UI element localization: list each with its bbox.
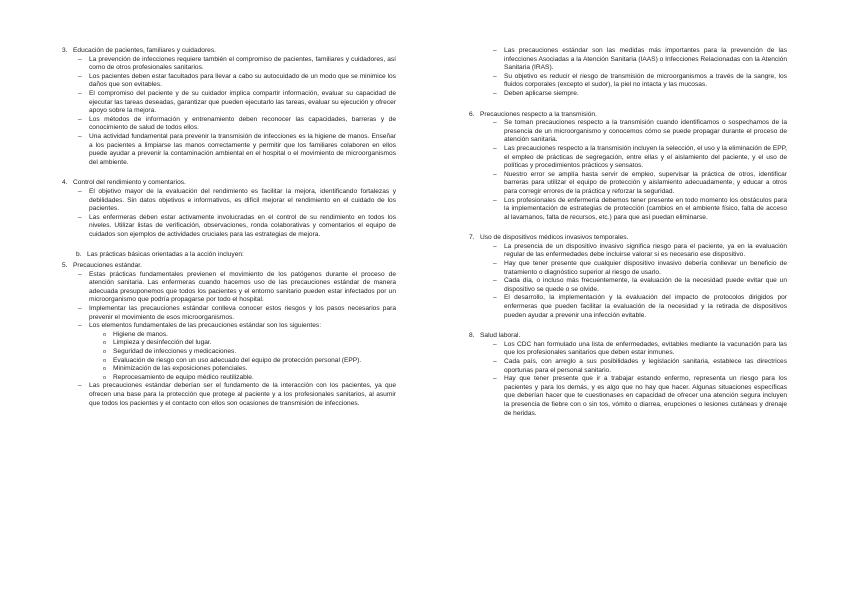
section-5 — [62, 262, 396, 408]
right-column — [469, 47, 787, 426]
list-item: – El objetivo mayor de la evaluación del rendimiento es facilitar la mejora, identificando fortalezas y debilidades. Sin datos objetivos e informativos, es difícil mejorar el rendimiento en el cuidado de los pacientes. — [78, 188, 396, 214]
section-number: 7. — [469, 234, 475, 242]
list-item: – Una actividad fundamental para prevenir la transmisión de infecciones es la higiene de manos. Enseñar a los pacientes a limpiarse las manos correctamente y permitir que los familiares colaboren en ellos puede ayudar a prevenir la contaminación ambiental en el hospital o el movimiento de microorganismos del ambiente. — [78, 133, 396, 167]
list-item: – Estas prácticas fundamentales previenen el movimiento de los patógenos durante el proceso de atención sanitaria. Las enfermeras cuando hacemos uso de las precauciones estándar de manera adecuada presuponemos que todos los pacientes y el entorno sanitario pueden estar infectados por un microorganismo que podría propagarse por todo el hospital. — [78, 271, 396, 305]
section-number: 4. — [62, 179, 68, 187]
section-heading: Las prácticas básicas orientadas a la acción incluyen: — [87, 251, 244, 259]
section-5-continued — [469, 47, 787, 99]
list-item-text: Los elementos fundamentales de las precauciones estándar son los siguientes: — [89, 322, 322, 330]
sub-list-item: o Seguridad de infecciones y medicaciones. — [103, 348, 396, 357]
list-item: – La prevención de infecciones requiere también el compromiso de pacientes, familiares y cuidadores, así como de otros profesionales sanitarios. — [78, 56, 396, 73]
list-item: – Los pacientes deben estar facultados para llevar a cabo su autocuidado de un modo que se minimice los daños que son evitables. — [78, 73, 396, 90]
sub-list-item: o Minimización de las exposiciones potenciales. — [103, 365, 396, 374]
section-4 — [62, 179, 396, 239]
section-number: 6. — [469, 110, 475, 118]
bullet-list — [62, 271, 396, 409]
section-heading: Precauciones respecto a la transmisión. — [480, 110, 597, 118]
section-6 — [469, 111, 787, 223]
left-column — [62, 47, 396, 416]
subsection-b — [62, 251, 396, 260]
list-item: – El desarrollo, la implementación y la evaluación del impacto de protocolos dirigidos por enfermeras que pueden facilitar la evaluación de la necesidad y la retirada de dispositivos pueden ayudar a prevenir una infección evitable. — [493, 294, 787, 320]
section-number: 3. — [62, 47, 68, 54]
list-item — [78, 322, 396, 382]
section-title — [62, 47, 396, 56]
list-item: – El compromiso del paciente y de su cuidador implica compartir información, evaluar su capacidad de ejecutar las tareas deseadas, garantizar que pueden ejecutarlo las tareas, evaluar su ejecución y ofrecer apoyo sobre la mejora. — [78, 90, 396, 116]
section-number: 8. — [469, 332, 475, 340]
bullet-list — [62, 188, 396, 240]
sub-list-item: o Evaluación de riesgo con un uso adecuado del equipo de protección personal (EPP). — [103, 357, 396, 366]
section-number: b. — [76, 251, 82, 259]
sub-list — [89, 331, 396, 383]
list-item: – Cada país, con arreglo a sus posibilidades y legislación sanitaria, establece las directrices oportunas para el personal sanitario. — [493, 358, 787, 375]
list-item: – Hay que tener presente que ir a trabajar estando enfermo, representa un riesgo para los pacientes y para los demás, y es algo que no hay que hacer. Algunas situaciones específicas que deberían hacer que te cuestionases en capacidad de ofrecer una atención segura incluyen la presencia de fiebre con o sin tos, vómito o diarrea, erupciones o lesiones cutáneas y drenaje de heridas. — [493, 375, 787, 418]
section-title — [469, 332, 787, 341]
section-title — [76, 251, 396, 260]
section-heading: Uso de dispositivos médicos invasivos temporales. — [480, 234, 629, 242]
section-heading: Educación de pacientes, familiares y cuidadores. — [73, 47, 216, 54]
bullet-list — [62, 56, 396, 168]
section-title — [469, 234, 787, 243]
section-heading: Precauciones estándar. — [73, 262, 142, 270]
section-heading: Control del rendimiento y comentarios. — [73, 179, 186, 187]
list-item: – Cada día, o incluso más frecuentemente, la evaluación de la necesidad puede evitar que un dispositivo se quede o se olvide. — [493, 277, 787, 294]
list-item: – Hay que tener presente que cualquier dispositivo invasivo debería conllevar un beneficio de tratamiento o diagnóstico superior al riesgo de usarlo. — [493, 260, 787, 277]
list-item: – Implementar las precauciones estándar conlleva conocer estos riesgos y los pasos necesarios para prevenir el movimiento de esos microorganismos. — [78, 305, 396, 322]
list-item: – Su objetivo es reducir el riesgo de transmisión de microorganismos a través de la sangre, los fluidos corporales (excepto el sudor), la piel no intacta y las mucosas. — [493, 73, 787, 90]
bullet-list — [469, 341, 787, 418]
list-item: – Los CDC han formulado una lista de enfermedades, evitables mediante la vacunación para las que los profesionales sanitarios que deben estar inmunes. — [493, 341, 787, 358]
section-7 — [469, 234, 787, 320]
sub-list-item: o Reprocesamiento de equipo médico reutilizable. — [103, 374, 396, 383]
sub-list-item: o Limpieza y desinfección del lugar. — [103, 339, 396, 348]
section-title — [469, 111, 787, 120]
section-3 — [62, 47, 396, 167]
section-number: 5. — [62, 262, 68, 270]
section-title — [62, 179, 396, 188]
list-item: – Los métodos de información y entrenamiento deben reconocer las capacidades, barreras y de conocimiento de salud de todos ellos. — [78, 116, 396, 133]
bullet-list — [469, 119, 787, 222]
list-item: – Se toman precauciones respecto a la transmisión cuando identificamos o sospechamos de la presencia de un microorganismo y conocemos cómo se puede propagar durante el proceso de atención sanitaria. — [493, 119, 787, 145]
bullet-list — [469, 243, 787, 320]
list-item: – Las precauciones respecto a la transmisión incluyen la selección, el uso y la eliminación de EPP, el empleo de prácticas de segregación, entre ellas y el aislamiento del paciente, y el uso de políticas y procedimientos prácticos y sensatos. — [493, 145, 787, 171]
list-item: – Los profesionales de enfermería debemos tener presente en todo momento los obstáculos para la implementación de estrategias de protección (cambios en el ambiente físico, falta de acceso al lavamanos, falta de recursos, etc.) para que así puedan eliminarse. — [493, 197, 787, 223]
list-item: – Las precauciones estándar son las medidas más importantes para la prevención de las infecciones Asociadas a la Atención Sanitaria (IAAS) o Infecciones Relacionadas con la Atención Sanitaria (IRAS). — [493, 47, 787, 73]
list-item: – La presencia de un dispositivo invasivo significa riesgo para el paciente, ya en la evaluación regular de las enfermedades debe incluirse valorar si es necesario ese dispositivo. — [493, 243, 787, 260]
list-item: – Deben aplicarse siempre. — [493, 90, 787, 99]
section-8 — [469, 332, 787, 418]
list-item: – Nuestro error se amplía hasta servir de empleo, supervisar la práctica de otros, identificar barreras para utilizar el equipo de protección y aislamiento adecuadamente, y educar a otros para corregir errores de la práctica y reforzar la seguridad. — [493, 171, 787, 197]
list-item: – Las precauciones estándar deberían ser el fundamento de la interacción con los pacientes, ya que ofrecen una base para la protección que protege al paciente y a los profesionales sanitarios, al asumir que todos los pacientes y el contacto con ellos son ocasiones de transmisión de infecciones. — [78, 382, 396, 408]
section-title — [62, 262, 396, 271]
sub-list-item: o Higiene de manos. — [103, 331, 396, 340]
list-item: – Las enfermeras deben estar activamente involucradas en el control de su rendimiento en todos los niveles. Utilizar listas de verificación, observaciones, ronda colaborativas y comentarios el equipo de cuidados son ejemplos de actividades cruciales para las estrategias de mejora. — [78, 214, 396, 240]
bullet-list — [469, 47, 787, 99]
section-heading: Salud laboral. — [480, 332, 521, 340]
